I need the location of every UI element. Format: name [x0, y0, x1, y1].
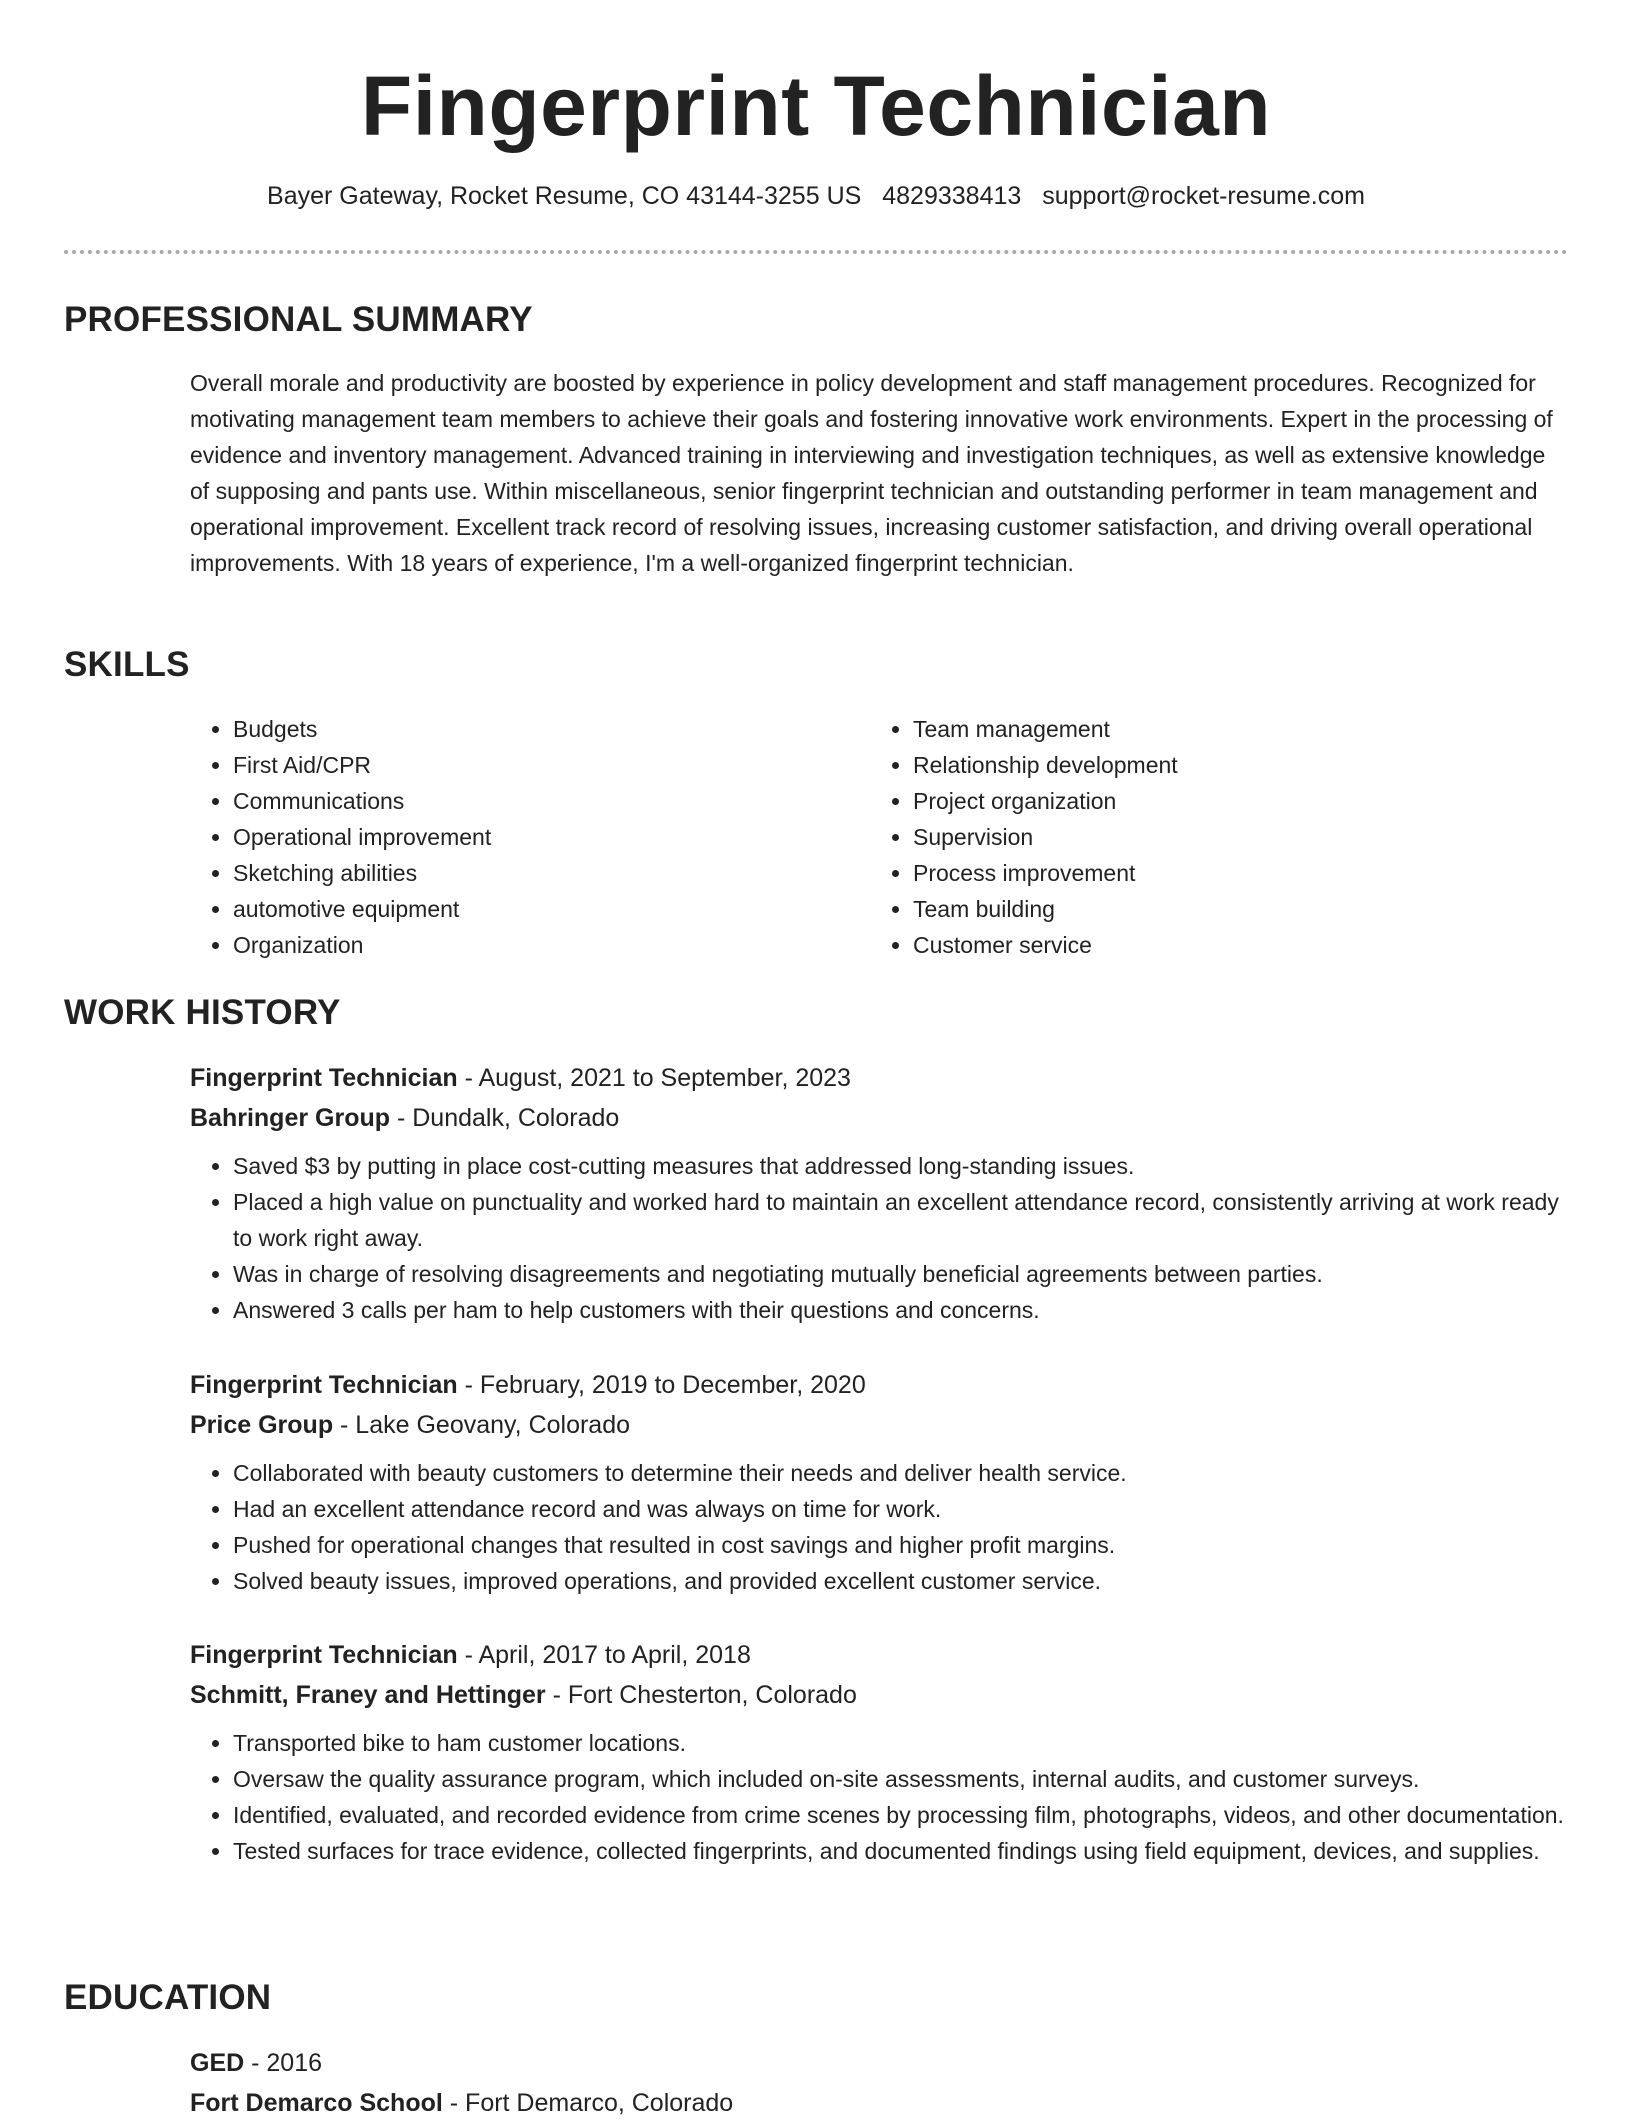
- job-location: - Fort Chesterton, Colorado: [545, 1681, 857, 1709]
- work-history-heading: WORK HISTORY: [64, 993, 341, 1032]
- job-dates: - February, 2019 to December, 2020: [457, 1371, 866, 1399]
- job-title-line: [190, 1058, 1568, 1098]
- skill-item: • Team management: [913, 711, 1178, 747]
- skills-list-right: [870, 711, 1178, 963]
- contact-address: Bayer Gateway, Rocket Resume, CO 43144-3255 US: [267, 182, 862, 210]
- education-school-line: [190, 2083, 1568, 2123]
- education-school: Fort Demarco School: [190, 2089, 443, 2117]
- job-bullet: • Identified, evaluated, and recorded evidence from crime scenes by processing film, photographs, videos, and other documentation.: [233, 1797, 1568, 1833]
- skill-item: • automotive equipment: [233, 891, 491, 927]
- skill-item: • First Aid/CPR: [233, 747, 491, 783]
- skill-item: • Team building: [913, 891, 1178, 927]
- job-role: Fingerprint Technician: [190, 1641, 458, 1669]
- summary-heading: PROFESSIONAL SUMMARY: [64, 300, 533, 339]
- skill-item: • Relationship development: [913, 747, 1178, 783]
- skills-list-left: [190, 711, 491, 963]
- job-bullets: [190, 1725, 1568, 1869]
- job-location: - Lake Geovany, Colorado: [333, 1411, 631, 1439]
- job-bullet: • Was in charge of resolving disagreements and negotiating mutually beneficial agreements between parties.: [233, 1256, 1568, 1292]
- education-heading: EDUCATION: [64, 1978, 272, 2017]
- skill-item: • Communications: [233, 783, 491, 819]
- education-entry: [190, 2043, 1568, 2123]
- job-title-line: [190, 1365, 1568, 1405]
- education-degree: GED: [190, 2049, 245, 2077]
- skill-item: • Process improvement: [913, 855, 1178, 891]
- job-bullet: • Collaborated with beauty customers to determine their needs and deliver health service.: [233, 1455, 1568, 1491]
- skill-item: • Project organization: [913, 783, 1178, 819]
- header-divider: [64, 250, 1568, 254]
- education-location: - Fort Demarco, Colorado: [442, 2089, 734, 2117]
- job-bullet: • Pushed for operational changes that resulted in cost savings and higher profit margins.: [233, 1527, 1568, 1563]
- contact-line: [0, 180, 1632, 212]
- job-company: Price Group: [190, 1411, 334, 1439]
- job-bullet: • Transported bike to ham customer locations.: [233, 1725, 1568, 1761]
- job-bullet: • Saved $3 by putting in place cost-cutting measures that addressed long-standing issues.: [233, 1148, 1568, 1184]
- job-bullets: [190, 1455, 1568, 1599]
- job-company: Bahringer Group: [190, 1104, 391, 1132]
- job-company-line: [190, 1405, 1568, 1445]
- job-company-line: [190, 1098, 1568, 1138]
- job-bullet: • Had an excellent attendance record and was always on time for work.: [233, 1491, 1568, 1527]
- job-bullet: • Oversaw the quality assurance program, which included on-site assessments, internal audits, and customer surveys.: [233, 1761, 1568, 1797]
- skill-item: • Operational improvement: [233, 819, 491, 855]
- skill-item: • Budgets: [233, 711, 491, 747]
- candidate-name: Fingerprint Technician: [360, 59, 1272, 153]
- job-role: Fingerprint Technician: [190, 1064, 458, 1092]
- contact-email: support@rocket-resume.com: [1042, 182, 1365, 210]
- job-entry: [190, 1365, 1568, 1599]
- education-degree-line: [190, 2043, 1568, 2083]
- job-bullet: • Solved beauty issues, improved operations, and provided excellent customer service.: [233, 1563, 1568, 1599]
- skill-item: • Customer service: [913, 927, 1178, 963]
- skill-item: • Supervision: [913, 819, 1178, 855]
- skills-heading: SKILLS: [64, 645, 190, 684]
- job-role: Fingerprint Technician: [190, 1371, 458, 1399]
- job-bullet: • Placed a high value on punctuality and worked hard to maintain an excellent attendance record, consistently arriving at work ready to work right away.: [233, 1184, 1568, 1256]
- job-bullet: • Tested surfaces for trace evidence, collected fingerprints, and documented findings using field equipment, devices, and supplies.: [233, 1833, 1568, 1869]
- job-bullet: • Answered 3 calls per ham to help customers with their questions and concerns.: [233, 1292, 1568, 1328]
- job-entry: [190, 1635, 1568, 1869]
- skill-item: • Organization: [233, 927, 491, 963]
- job-entry: [190, 1058, 1568, 1328]
- skill-item: • Sketching abilities: [233, 855, 491, 891]
- job-company: Schmitt, Franey and Hettinger: [190, 1681, 546, 1709]
- summary-text: Overall morale and productivity are boosted by experience in policy development and staff management procedures. Recognized for motivating management team members to achieve their goals and fostering innovative work environments. Expert in the processing of evidence and inventory management. Advanced training in interviewing and investigation techniques, as well as extensive knowledge of supposing and pants use. Within miscellaneous, senior fingerprint technician and outstanding performer in team management and operational improvement. Excellent track record of resolving issues, increasing customer satisfaction, and driving overall operational improvements. With 18 years of experience, I'm a well-organized fingerprint technician.: [190, 370, 1553, 576]
- job-dates: - August, 2021 to September, 2023: [457, 1064, 851, 1092]
- summary-section: [190, 365, 1568, 581]
- contact-phone: 4829338413: [882, 182, 1022, 210]
- job-dates: - April, 2017 to April, 2018: [457, 1641, 751, 1669]
- job-bullets: [190, 1148, 1568, 1328]
- education-year: - 2016: [244, 2049, 323, 2077]
- job-location: - Dundalk, Colorado: [390, 1104, 620, 1132]
- job-company-line: [190, 1675, 1568, 1715]
- job-title-line: [190, 1635, 1568, 1675]
- skills-section: [190, 711, 1568, 971]
